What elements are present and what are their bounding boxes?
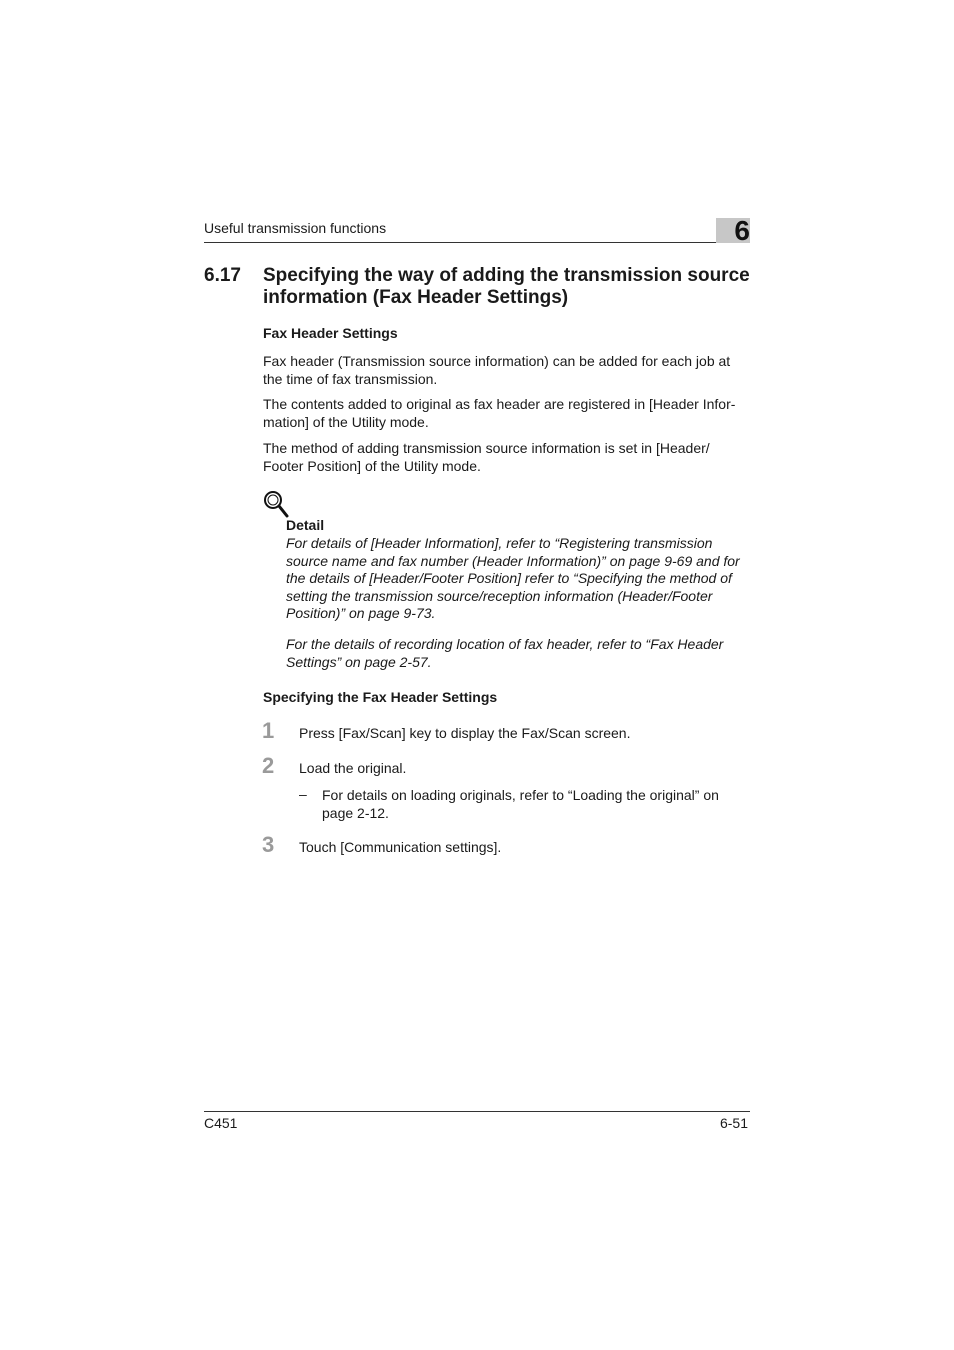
procedure-heading: Specifying the Fax Header Settings [263,689,498,705]
header-rule [204,242,716,243]
sub-step-text: For details on loading originals, refer to “Loading the original” on page 2-12. [322,787,719,821]
chapter-number: 6 [734,215,750,246]
paragraph: The method of adding transmission source information is set in [Header/ Footer Position] of the Utility mode. [263,440,710,474]
sub-step-dash: – [299,786,307,802]
running-header-title: Useful transmission functions [204,220,387,236]
step-number: 2 [262,753,275,778]
section-title: Specifying the way of adding the transmission source information (Fax Header Settings) [263,265,750,308]
footer-page-number: 6-51 [719,1115,748,1131]
footer-rule [204,1111,750,1112]
detail-label: Detail [286,517,325,533]
footer-model: C451 [204,1115,238,1131]
step-text: Touch [Communication settings]. [299,839,502,855]
step-text: Press [Fax/Scan] key to display the Fax/Scan screen. [299,725,631,741]
paragraph: Fax header (Transmission source information) can be added for each job at the time of fax transmission. [263,353,731,387]
detail-note: For the details of recording location of fax header, refer to “Fax Header Settings” on page 2-57. [286,636,724,670]
section-number: 6.17 [204,265,241,286]
fax-header-settings-heading: Fax Header Settings [263,325,398,341]
step-text: Load the original. [299,760,407,776]
step-number: 1 [262,718,275,743]
paragraph: The contents added to original as fax header are registered in [Header Infor-mation] of the Utility mode. [263,396,736,430]
detail-note: For details of [Header Information], refer to “Registering transmission source name and fax number (Header Information)” on page 9-69 and for the details of [Header/Footer Position] refer to “Specifying the method of setting the transmission source/reception information (Header/Footer Position)” on page 9-73. [286,535,740,621]
magnifier-icon [263,490,289,518]
step-number: 3 [262,832,275,857]
